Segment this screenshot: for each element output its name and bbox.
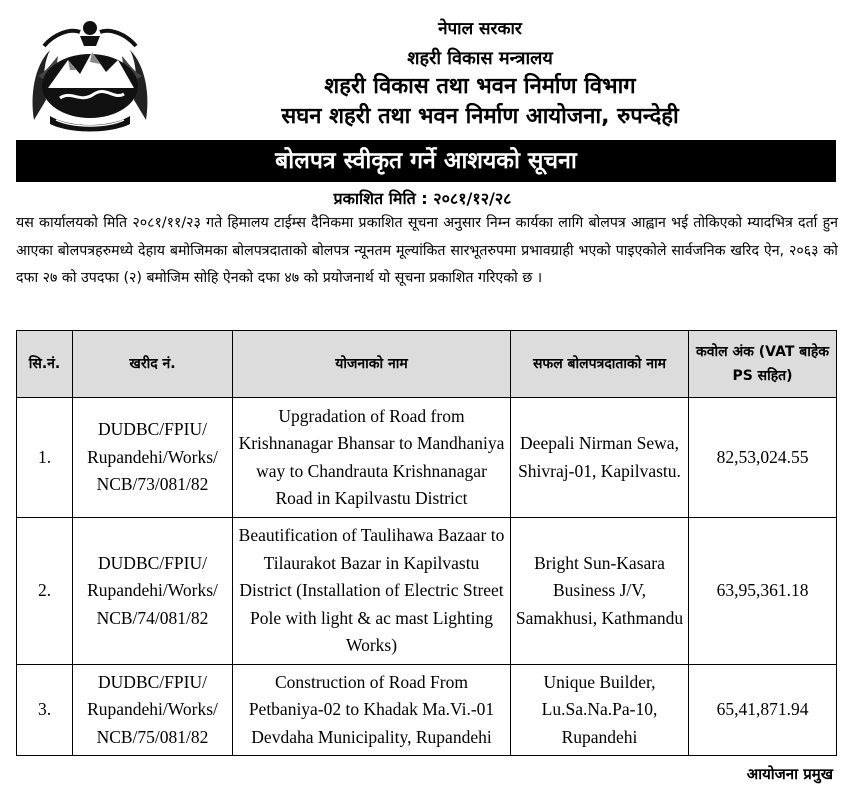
header-department: शहरी विकास तथा भवन निर्माण विभाग — [324, 74, 636, 99]
table-row — [17, 398, 837, 518]
bid-award-table — [16, 330, 837, 756]
nepal-government-emblem — [20, 16, 160, 134]
published-date: प्रकाशित मिति : २०८१/१२/२८ — [333, 189, 512, 208]
header-ministry: शहरी विकास मन्त्रालय — [407, 48, 553, 69]
cell-sn: 3. — [17, 664, 73, 756]
header-government: नेपाल सरकार — [438, 19, 522, 39]
cell-sn: 2. — [17, 518, 73, 665]
col-header-sn: सि.नं. — [17, 331, 73, 398]
notice-paragraph: यस कार्यालयको मिति २०८१/११/२३ गते हिमालय टाईम्स दैनिकमा प्रकाशित सूचना अनुसार निम्न कार्यका लागि बोलपत्र आह्वान भई तोकिएको म्यादभित्र दर्ता हुन आएका बोलपत्रहरुमध्ये देहाय बमोजिमका बोलपत्रदाताको बोलपत्र न्यूनतम मूल्यांकित सारभूतरुपमा प्रभावग्राही भएको पाइएकोले सार्वजनिक खरिद ऐन, २०६३ को दफा २७ को उपदफा (२) बमोजिम सोहि ऐनको दफा ४७ को प्रयोजनार्थ यो सूचना प्रकाशित गरिएको छ । — [16, 215, 838, 286]
cell-procurement-no: DUDBC/FPIU/ Rupandehi/Works/ NCB/73/081/82 — [73, 398, 233, 518]
col-header-bid-amount: कवोल अंक (VAT बाहेक PS सहित) — [689, 331, 837, 398]
col-header-bidder-name: सफल बोलपत्रदाताको नाम — [511, 331, 689, 398]
col-header-project-name: योजनाको नाम — [233, 331, 511, 398]
cell-bidder-name: Unique Builder, Lu.Sa.Na.Pa-10, Rupandehi — [511, 664, 689, 756]
header-project-office: सघन शहरी तथा भवन निर्माण आयोजना, रुपन्देही — [281, 104, 679, 129]
signature-project-chief: आयोजना प्रमुख — [746, 765, 833, 783]
cell-project-name: Construction of Road From Petbaniya-02 to Khadak Ma.Vi.-01 Devdaha Municipality, Rupandehi — [233, 664, 511, 756]
cell-bidder-name: Deepali Nirman Sewa, Shivraj-01, Kapilvastu. — [511, 398, 689, 518]
cell-procurement-no: DUDBC/FPIU/ Rupandehi/Works/ NCB/74/081/82 — [73, 518, 233, 665]
cell-bid-amount: 63,95,361.18 — [689, 518, 837, 665]
cell-procurement-no: DUDBC/FPIU/ Rupandehi/Works/ NCB/75/081/82 — [73, 664, 233, 756]
table-row — [17, 518, 837, 665]
col-header-procurement-no: खरीद नं. — [73, 331, 233, 398]
cell-bid-amount: 65,41,871.94 — [689, 664, 837, 756]
cell-project-name: Beautification of Taulihawa Bazaar to Tilaurakot Bazar in Kapilvastu District (Installation of Electric Street Pole with light & ac mast Lighting Works) — [233, 518, 511, 665]
table-header-row — [17, 331, 837, 398]
table-row — [17, 664, 837, 756]
cell-project-name: Upgradation of Road from Krishnanagar Bhansar to Mandhaniya way to Chandrauta Krishnanagar Road in Kapilvastu District — [233, 398, 511, 518]
notice-title-banner: बोलपत्र स्वीकृत गर्ने आशयको सूचना — [16, 140, 836, 182]
cell-bidder-name: Bright Sun-Kasara Business J/V, Samakhusi, Kathmandu — [511, 518, 689, 665]
cell-bid-amount: 82,53,024.55 — [689, 398, 837, 518]
cell-sn: 1. — [17, 398, 73, 518]
